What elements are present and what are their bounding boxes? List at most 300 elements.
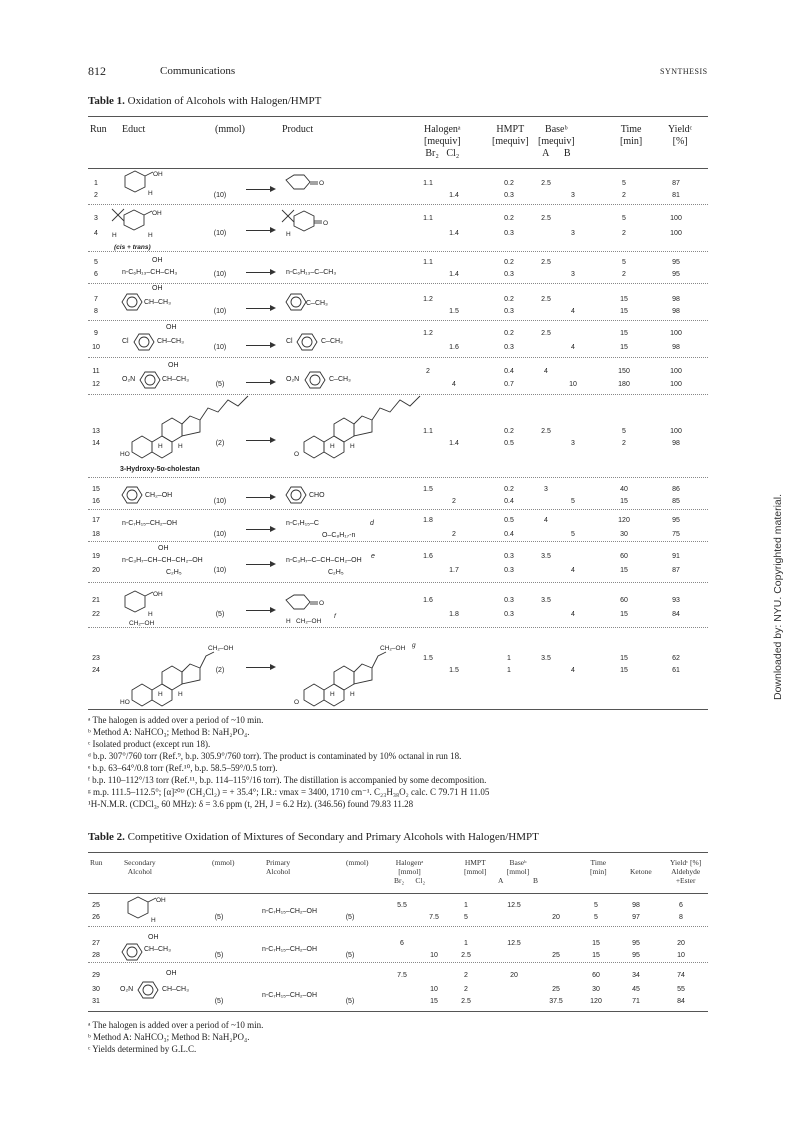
diol-formula: n-C₃H₇–CH–CH–CH₂–OH bbox=[122, 557, 203, 564]
t1-header-hmpt: HMPT [mequiv] bbox=[492, 124, 529, 147]
t1-cell-mmol: (2) bbox=[215, 667, 225, 674]
t1-cell-yield: 100 bbox=[670, 330, 682, 337]
t1-cell-br2: 1.6 bbox=[423, 553, 433, 560]
t1-cell-yield: 93 bbox=[672, 597, 680, 604]
hydroxymethyl-cyclohexanone-structure bbox=[282, 590, 362, 630]
t1-cell-hmpt: 0.3 bbox=[504, 271, 514, 278]
reaction-arrow-icon bbox=[246, 230, 274, 231]
chlorophenyl-educt-formula: CH–CH₃ bbox=[157, 338, 184, 345]
t2-cell-time: 15 bbox=[592, 952, 600, 959]
t1-cell-cl2: 1.4 bbox=[449, 230, 459, 237]
t2-cell-mmol1: (5) bbox=[214, 952, 224, 959]
cholestan-name: 3-Hydroxy-5α-cholestan bbox=[120, 466, 200, 473]
t1-cell-hmpt: 0.3 bbox=[504, 230, 514, 237]
phenyl-educt-formula: CH–CH₃ bbox=[144, 299, 171, 306]
t1-cell-yield: 100 bbox=[670, 230, 682, 237]
row-separator bbox=[88, 541, 708, 542]
t1-cell-hmpt: 0.5 bbox=[504, 440, 514, 447]
footnote-g: ᵍ m.p. 111.5–112.5°; [α]²⁰ᴰ (CH₂Cl₂) = + 35.4°; I.R.: νmax = 3400, 1710 cm⁻¹. C₂₃H₃₈O₂ calc. C 79.71 H 11.05 bbox=[88, 787, 490, 797]
t1-cell-hmpt: 0.2 bbox=[504, 215, 514, 222]
ester-alkoxy-formula: O–C₈H₁₇-n bbox=[322, 532, 356, 539]
table2-header-rule bbox=[88, 893, 708, 894]
t1-cell-time: 15 bbox=[620, 344, 628, 351]
row-separator bbox=[88, 926, 708, 927]
footnote-b: ᵇ Method A: NaHCO₃; Method B: NaH₂PO₄. bbox=[88, 727, 250, 737]
oh-label: OH bbox=[148, 934, 159, 941]
t1-cell-br2: 2 bbox=[426, 368, 430, 375]
t2-cell-run: 29 bbox=[92, 972, 100, 979]
table1-label: Table 1. bbox=[88, 95, 125, 107]
t2-header-hmpt: HMPT [mmol] bbox=[464, 858, 487, 876]
table2-caption: Competitive Oxidation of Mixtures of Secondary and Primary Alcohols with Halogen/HMPT bbox=[127, 831, 539, 843]
t1-cell-yield: 91 bbox=[672, 553, 680, 560]
oh-label: OH bbox=[153, 171, 163, 178]
t1-cell-b: 3 bbox=[571, 271, 575, 278]
t1-cell-yield: 85 bbox=[672, 498, 680, 505]
t1-cell-time: 15 bbox=[620, 498, 628, 505]
t1-cell-time: 15 bbox=[620, 296, 628, 303]
t2-cell-hmpt: 2 bbox=[464, 972, 468, 979]
ch2oh-label: CH₂–OH bbox=[129, 620, 155, 627]
t1-cell-hmpt: 0.2 bbox=[504, 180, 514, 187]
reaction-arrow-icon bbox=[246, 564, 274, 565]
t1-cell-cl2: 2 bbox=[452, 498, 456, 505]
table2-top-rule bbox=[88, 852, 708, 853]
t1-cell-a: 2.5 bbox=[541, 180, 551, 187]
t1-header-yield: Yieldᶜ [%] bbox=[668, 124, 693, 147]
tert-butylcyclohexanol-structure bbox=[110, 207, 190, 253]
t1-cell-a: 2.5 bbox=[541, 215, 551, 222]
t2-cell-run: 26 bbox=[92, 914, 100, 921]
t1-cell-yield: 98 bbox=[672, 308, 680, 315]
t1-cell-hmpt: 0.4 bbox=[504, 368, 514, 375]
t1-cell-time: 15 bbox=[620, 655, 628, 662]
h-label: H bbox=[112, 232, 117, 239]
ch2oh-label: CH₂–OH bbox=[208, 645, 234, 652]
t2-cell-ketone: 45 bbox=[632, 986, 640, 993]
t2-cell-time: 30 bbox=[592, 986, 600, 993]
t2-cell-cl2: 15 bbox=[430, 998, 438, 1005]
t2-header-yield: Yieldᶜ [%] Aldehyde +Ester bbox=[670, 858, 702, 885]
t2-cell-cl2: 7.5 bbox=[429, 914, 439, 921]
t2-footnote-b: ᵇ Method A: NaHCO₃; Method B: NaH₂PO₄. bbox=[88, 1032, 250, 1042]
benzaldehyde-formula: CHO bbox=[309, 492, 325, 499]
t1-cell-run: 1 bbox=[94, 180, 98, 187]
cyclohexanone-structure bbox=[282, 172, 342, 198]
h-label: H bbox=[148, 190, 153, 197]
t1-cell-hmpt: 0.5 bbox=[504, 517, 514, 524]
hexyl-educt-formula: n-C₆H₁₃–CH–CH₃ bbox=[122, 269, 178, 276]
t2-cell-ketone: 34 bbox=[632, 972, 640, 979]
hydroxymethyl-cyclohexanol-structure bbox=[115, 588, 185, 628]
t2-cell-time: 120 bbox=[590, 998, 602, 1005]
t2-header-time: Time [min] bbox=[590, 858, 607, 876]
reaction-arrow-icon bbox=[246, 189, 274, 190]
t2-cell-time: 5 bbox=[594, 914, 598, 921]
t1-cell-a: 3.5 bbox=[541, 655, 551, 662]
t1-cell-run: 24 bbox=[92, 667, 100, 674]
t1-cell-hmpt: 0.4 bbox=[504, 531, 514, 538]
t1-cell-cl2: 2 bbox=[452, 531, 456, 538]
footnote-nmr: ¹H-N.M.R. (CDCl₃, 60 MHz): δ = 3.6 ppm (t, 2H, J = 6.2 Hz). (346.56) found 79.83 11.28 bbox=[88, 799, 414, 809]
sec-phenyl-formula: CH–CH₃ bbox=[144, 946, 171, 953]
t1-cell-run: 20 bbox=[92, 567, 100, 574]
t2-cell-mmol2: (5) bbox=[345, 914, 355, 921]
t2-cell-b: 25 bbox=[552, 952, 560, 959]
reaction-arrow-icon bbox=[246, 345, 274, 346]
footnote-f-marker: f bbox=[334, 613, 336, 620]
row-separator bbox=[88, 582, 708, 583]
t1-cell-b: 4 bbox=[571, 344, 575, 351]
hexyl-product-formula: n-C₆H₁₃–C–CH₃ bbox=[286, 269, 337, 276]
t1-cell-yield: 87 bbox=[672, 180, 680, 187]
o-label: O bbox=[294, 699, 300, 706]
t1-cell-hmpt: 0.3 bbox=[504, 308, 514, 315]
t2-cell-a: 12.5 bbox=[507, 902, 521, 909]
t2-cell-ald: 84 bbox=[677, 998, 685, 1005]
t1-cell-cl2: 4 bbox=[452, 381, 456, 388]
t1-cell-a: 2.5 bbox=[541, 259, 551, 266]
t1-cell-hmpt: 0.3 bbox=[504, 344, 514, 351]
t1-cell-yield: 81 bbox=[672, 192, 680, 199]
t2-header-halogen: Halogenᵃ [mmol] Br₂ Cl₂ bbox=[394, 858, 426, 885]
t1-cell-yield: 84 bbox=[672, 611, 680, 618]
t1-cell-yield: 98 bbox=[672, 440, 680, 447]
t1-cell-hmpt: 0.3 bbox=[504, 553, 514, 560]
t1-cell-time: 15 bbox=[620, 667, 628, 674]
t2-cell-ketone: 95 bbox=[632, 952, 640, 959]
t2-primary-alcohol: n-C₇H₁₅–CH₂–OH bbox=[262, 908, 318, 915]
reaction-arrow-icon bbox=[246, 529, 274, 530]
t1-cell-b: 5 bbox=[571, 498, 575, 505]
t2-primary-alcohol: n-C₇H₁₅–CH₂–OH bbox=[262, 946, 318, 953]
table1-top-rule bbox=[88, 116, 708, 117]
t2-cell-hmpt: 1 bbox=[464, 940, 468, 947]
page-number: 812 bbox=[88, 64, 106, 78]
cyclohexanol-structure bbox=[115, 170, 175, 200]
t1-cell-br2: 1.1 bbox=[423, 180, 433, 187]
h-label: H bbox=[158, 443, 163, 450]
t1-cell-yield: 98 bbox=[672, 296, 680, 303]
o-label: O bbox=[294, 451, 300, 458]
chlorophenyl-product-formula: C–CH₃ bbox=[321, 338, 343, 345]
t2-cell-run: 31 bbox=[92, 998, 100, 1005]
t1-cell-run: 5 bbox=[94, 259, 98, 266]
t2-header-run: Run bbox=[90, 858, 103, 867]
t1-cell-run: 10 bbox=[92, 344, 100, 351]
t2-cell-mmol1: (5) bbox=[214, 914, 224, 921]
t1-cell-a: 4 bbox=[544, 368, 548, 375]
t1-cell-time: 150 bbox=[618, 368, 630, 375]
t1-cell-b: 4 bbox=[571, 611, 575, 618]
h-label: H bbox=[148, 232, 153, 239]
t1-cell-time: 40 bbox=[620, 486, 628, 493]
h-label: H bbox=[330, 691, 335, 698]
t1-cell-time: 15 bbox=[620, 330, 628, 337]
t1-cell-run: 22 bbox=[92, 611, 100, 618]
o-label: O bbox=[319, 180, 325, 187]
t1-cell-br2: 1.6 bbox=[423, 597, 433, 604]
t2-cell-ald: 55 bbox=[677, 986, 685, 993]
t1-cell-run: 13 bbox=[92, 428, 100, 435]
footnote-e: ᵉ b.p. 63–64°/0.8 torr (Ref.¹⁰, b.p. 58.5–59°/0.5 torr). bbox=[88, 763, 278, 773]
t1-cell-cl2: 1.7 bbox=[449, 567, 459, 574]
t1-cell-a: 3.5 bbox=[541, 597, 551, 604]
t1-cell-time: 2 bbox=[622, 230, 626, 237]
t1-cell-mmol: (10) bbox=[213, 230, 227, 237]
t2-cell-ald: 74 bbox=[677, 972, 685, 979]
footnote-e-marker: e bbox=[371, 553, 375, 560]
t2-footnote-c: ᶜ Yields determined by G.L.C. bbox=[88, 1044, 197, 1054]
h-label: H bbox=[178, 443, 183, 450]
tert-butylcyclohexanone-structure bbox=[280, 208, 350, 238]
oh-label: OH bbox=[152, 285, 163, 292]
t1-cell-yield: 95 bbox=[672, 271, 680, 278]
t1-cell-run: 18 bbox=[92, 531, 100, 538]
t1-header-mmol: (mmol) bbox=[215, 124, 245, 135]
t1-cell-b: 3 bbox=[571, 192, 575, 199]
t1-cell-cl2: 1.5 bbox=[449, 308, 459, 315]
t1-cell-run: 7 bbox=[94, 296, 98, 303]
oh-label: OH bbox=[166, 970, 177, 977]
table2-bottom-rule bbox=[88, 1011, 708, 1012]
t2-header-base: Baseᵇ [mmol] A B bbox=[498, 858, 539, 885]
steroid-ketone-structure bbox=[290, 640, 430, 712]
cholestanol-structure bbox=[118, 392, 258, 462]
table1-title bbox=[88, 95, 321, 107]
t1-cell-mmol: (10) bbox=[213, 567, 227, 574]
t1-cell-hmpt: 1 bbox=[507, 655, 511, 662]
t1-cell-run: 6 bbox=[94, 271, 98, 278]
h-label: H bbox=[286, 231, 291, 238]
t2-cell-ald: 20 bbox=[677, 940, 685, 947]
t1-cell-run: 8 bbox=[94, 308, 98, 315]
t1-cell-b: 4 bbox=[571, 308, 575, 315]
t2-header-primary: Primary Alcohol bbox=[266, 858, 291, 876]
t2-cell-ketone: 97 bbox=[632, 914, 640, 921]
h-label: H bbox=[330, 443, 335, 450]
t1-header-halogen: Halogenᵃ [mequiv] Br₂ Cl₂ bbox=[424, 124, 461, 159]
ester-formula: n-C₇H₁₅–C bbox=[286, 520, 319, 527]
h-label: H bbox=[178, 691, 183, 698]
t2-cell-b: 25 bbox=[552, 986, 560, 993]
row-separator bbox=[88, 962, 708, 963]
nitro-label: O₂N bbox=[122, 376, 136, 383]
t2-cell-run: 25 bbox=[92, 902, 100, 909]
t2-header-secondary: Secondary Alcohol bbox=[124, 858, 156, 876]
ch2oh-label: CH₂–OH bbox=[380, 645, 406, 652]
t1-cell-run: 4 bbox=[94, 230, 98, 237]
t1-cell-yield: 62 bbox=[672, 655, 680, 662]
nitro-label: O₂N bbox=[286, 376, 300, 383]
h-label: H bbox=[158, 691, 163, 698]
t1-cell-a: 2.5 bbox=[541, 428, 551, 435]
footnote-a: ᵃ The halogen is added over a period of ~10 min. bbox=[88, 715, 264, 725]
octanol-formula: n-C₇H₁₅–CH₂–OH bbox=[122, 520, 178, 527]
t1-cell-cl2: 1.5 bbox=[449, 667, 459, 674]
t1-cell-mmol: (10) bbox=[213, 271, 227, 278]
t2-cell-b: 20 bbox=[552, 914, 560, 921]
t1-cell-time: 2 bbox=[622, 192, 626, 199]
nitro-label: O₂N bbox=[120, 986, 134, 993]
t1-cell-yield: 95 bbox=[672, 517, 680, 524]
reaction-arrow-icon bbox=[246, 308, 274, 309]
t2-header-ketone: Ketone bbox=[630, 867, 652, 876]
ethyl-label: C₂H₅ bbox=[166, 569, 182, 576]
t1-cell-a: 4 bbox=[544, 517, 548, 524]
reaction-arrow-icon bbox=[246, 497, 274, 498]
t2-cell-b: 37.5 bbox=[549, 998, 563, 1005]
steroid-alcohol-structure bbox=[118, 640, 258, 712]
t1-cell-br2: 1.5 bbox=[423, 486, 433, 493]
cis-trans-label: (cis + trans) bbox=[114, 244, 151, 251]
benzyl-alcohol-formula: CH₂–OH bbox=[145, 492, 173, 499]
reaction-arrow-icon bbox=[246, 272, 274, 273]
t2-cell-cl2: 10 bbox=[430, 986, 438, 993]
oh-label: OH bbox=[166, 324, 177, 331]
t1-cell-mmol: (10) bbox=[213, 344, 227, 351]
section-title: Communications bbox=[160, 65, 236, 77]
t2-cell-ketone: 95 bbox=[632, 940, 640, 947]
t2-cell-time: 60 bbox=[592, 972, 600, 979]
t1-cell-b: 3 bbox=[571, 230, 575, 237]
t1-cell-yield: 100 bbox=[670, 381, 682, 388]
t1-cell-a: 2.5 bbox=[541, 330, 551, 337]
t1-cell-run: 16 bbox=[92, 498, 100, 505]
t1-cell-run: 21 bbox=[92, 597, 100, 604]
t1-header-educt: Educt bbox=[122, 124, 146, 135]
footnote-g-marker: g bbox=[412, 642, 416, 649]
ch2oh-label: CH₂–OH bbox=[296, 618, 322, 625]
t1-header-base: Baseᵇ [mequiv] A B bbox=[538, 124, 575, 159]
t1-cell-hmpt: 0.3 bbox=[504, 597, 514, 604]
t2-cell-br2: 6 bbox=[400, 940, 404, 947]
t2-cell-hmpt: 2.5 bbox=[461, 998, 471, 1005]
row-separator bbox=[88, 357, 708, 358]
t1-header-time: Time [min] bbox=[620, 124, 643, 147]
t1-cell-hmpt: 0.2 bbox=[504, 330, 514, 337]
t2-cell-run: 28 bbox=[92, 952, 100, 959]
t1-cell-mmol: (10) bbox=[213, 192, 227, 199]
t1-cell-time: 15 bbox=[620, 611, 628, 618]
t2-cell-ald: 10 bbox=[677, 952, 685, 959]
t1-cell-run: 11 bbox=[92, 368, 100, 375]
footnote-f: ᶠ b.p. 110–112°/13 torr (Ref.¹¹, b.p. 114–115°/16 torr). The distillation is accompanied by some decomposition. bbox=[88, 775, 487, 785]
t1-cell-br2: 1.1 bbox=[423, 215, 433, 222]
t1-cell-time: 5 bbox=[622, 259, 626, 266]
table1-header-rule bbox=[88, 168, 708, 169]
table1-caption: Oxidation of Alcohols with Halogen/HMPT bbox=[127, 95, 322, 107]
t2-primary-alcohol: n-C₇H₁₅–CH₂–OH bbox=[262, 992, 318, 999]
t1-cell-run: 23 bbox=[92, 655, 100, 662]
t1-cell-hmpt: 0.2 bbox=[504, 296, 514, 303]
t2-cell-time: 15 bbox=[592, 940, 600, 947]
t1-cell-time: 5 bbox=[622, 428, 626, 435]
t1-cell-yield: 61 bbox=[672, 667, 680, 674]
t1-cell-b: 5 bbox=[571, 531, 575, 538]
t1-cell-hmpt: 1 bbox=[507, 667, 511, 674]
hydroxyketone-formula: n-C₃H₇–C–CH–CH₂–OH bbox=[286, 557, 362, 564]
t1-cell-hmpt: 0.2 bbox=[504, 486, 514, 493]
row-separator bbox=[88, 283, 708, 284]
t1-cell-cl2: 1.8 bbox=[449, 611, 459, 618]
t2-cell-hmpt: 5 bbox=[464, 914, 468, 921]
h-label: H bbox=[350, 691, 355, 698]
t1-cell-a: 3 bbox=[544, 486, 548, 493]
t1-cell-run: 12 bbox=[92, 381, 100, 388]
oh-label: OH bbox=[156, 897, 166, 904]
t1-cell-time: 5 bbox=[622, 180, 626, 187]
t2-cell-a: 12.5 bbox=[507, 940, 521, 947]
t2-header-mmol2: (mmol) bbox=[346, 858, 369, 867]
t1-cell-hmpt: 0.3 bbox=[504, 192, 514, 199]
t1-cell-cl2: 1.6 bbox=[449, 344, 459, 351]
t1-cell-b: 3 bbox=[571, 440, 575, 447]
t1-cell-hmpt: 0.3 bbox=[504, 611, 514, 618]
footnote-c: ᶜ Isolated product (except run 18). bbox=[88, 739, 211, 749]
chloro-label: Cl bbox=[286, 338, 293, 345]
t2-footnote-a: ᵃ The halogen is added over a period of ~10 min. bbox=[88, 1020, 264, 1030]
t1-cell-run: 19 bbox=[92, 553, 100, 560]
phenyl-product-formula: C–CH₃ bbox=[306, 300, 328, 307]
ho-label: HO bbox=[120, 451, 130, 458]
t2-cell-ketone: 71 bbox=[632, 998, 640, 1005]
t1-cell-yield: 100 bbox=[670, 215, 682, 222]
footnote-d-marker: d bbox=[370, 520, 374, 527]
reaction-arrow-icon bbox=[246, 610, 274, 611]
t1-cell-b: 10 bbox=[569, 381, 577, 388]
t1-cell-yield: 100 bbox=[670, 368, 682, 375]
h-label: H bbox=[350, 443, 355, 450]
t1-cell-time: 15 bbox=[620, 308, 628, 315]
t1-cell-b: 4 bbox=[571, 567, 575, 574]
t2-cell-mmol1: (5) bbox=[214, 998, 224, 1005]
t1-cell-br2: 1.2 bbox=[423, 330, 433, 337]
nitrophenyl-product-formula: C–CH₃ bbox=[329, 376, 351, 383]
cyclohexanol-structure bbox=[118, 896, 178, 926]
t2-cell-ald: 6 bbox=[679, 902, 683, 909]
t1-cell-yield: 86 bbox=[672, 486, 680, 493]
reaction-arrow-icon bbox=[246, 382, 274, 383]
row-separator bbox=[88, 477, 708, 478]
t1-cell-br2: 1.8 bbox=[423, 517, 433, 524]
t1-cell-hmpt: 0.4 bbox=[504, 498, 514, 505]
t2-cell-mmol2: (5) bbox=[345, 952, 355, 959]
t2-cell-a: 20 bbox=[510, 972, 518, 979]
t2-cell-hmpt: 1 bbox=[464, 902, 468, 909]
t1-cell-mmol: (5) bbox=[215, 611, 225, 618]
t1-cell-cl2: 1.4 bbox=[449, 192, 459, 199]
t2-cell-br2: 5.5 bbox=[397, 902, 407, 909]
t1-cell-mmol: (2) bbox=[215, 440, 225, 447]
oh-label: OH bbox=[153, 591, 163, 598]
t2-cell-run: 30 bbox=[92, 986, 100, 993]
h-label: H bbox=[286, 618, 291, 625]
oh-label: OH bbox=[152, 210, 162, 217]
t2-cell-hmpt: 2 bbox=[464, 986, 468, 993]
t1-cell-hmpt: 0.2 bbox=[504, 259, 514, 266]
cholestanone-structure bbox=[290, 392, 430, 464]
t1-cell-time: 60 bbox=[620, 553, 628, 560]
t1-cell-run: 17 bbox=[92, 517, 100, 524]
t1-cell-run: 3 bbox=[94, 215, 98, 222]
t1-cell-time: 180 bbox=[618, 381, 630, 388]
t1-cell-run: 2 bbox=[94, 192, 98, 199]
t1-cell-yield: 95 bbox=[672, 259, 680, 266]
t2-cell-hmpt: 2.5 bbox=[461, 952, 471, 959]
table2-label: Table 2. bbox=[88, 831, 125, 843]
ethyl-label: C₂H₅ bbox=[328, 569, 344, 576]
